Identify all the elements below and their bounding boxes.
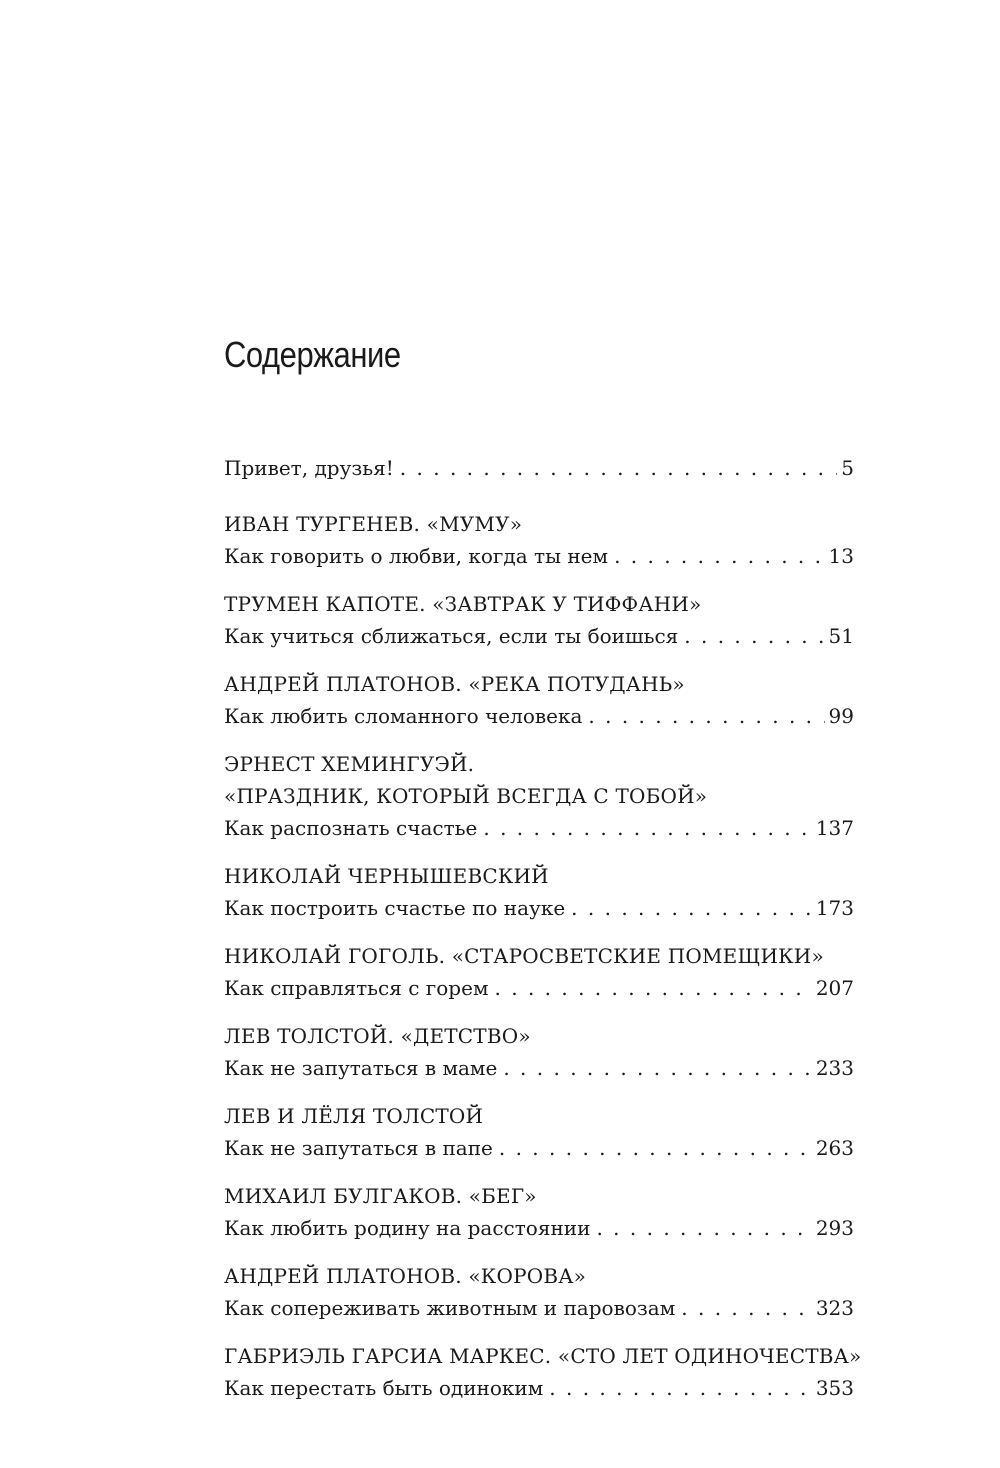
- chapter-heading: ТРУМЕН КАПОТЕ. «ЗАВТРАК У ТИФФАНИ»: [224, 592, 702, 616]
- dot-leader: [549, 1372, 812, 1404]
- toc-entry: [224, 860, 854, 924]
- toc-line[interactable]: [224, 972, 854, 1004]
- toc-entry: [224, 1100, 854, 1164]
- toc-entry: [224, 1180, 854, 1244]
- toc-line[interactable]: [224, 452, 854, 484]
- chapter-heading: ЛЕВ ТОЛСТОЙ. «ДЕТСТВО»: [224, 1024, 531, 1048]
- toc-line[interactable]: [224, 620, 854, 652]
- dot-leader: [614, 540, 824, 572]
- dot-leader: [499, 1132, 812, 1164]
- chapter-list: [224, 508, 862, 1404]
- page-number: 137: [815, 816, 854, 840]
- dot-leader: [681, 1292, 812, 1324]
- toc-line[interactable]: [224, 1052, 854, 1084]
- page-number: 5: [841, 456, 854, 480]
- dot-leader: [400, 452, 837, 484]
- page-number: 353: [815, 1376, 854, 1400]
- dot-leader: [483, 812, 811, 844]
- chapter-heading: ГАБРИЭЛЬ ГАРСИА МАРКЕС. «СТО ЛЕТ ОДИНОЧЕСТВА»: [224, 1344, 862, 1368]
- toc-line[interactable]: [224, 540, 854, 572]
- chapter-heading: «ПРАЗДНИК, КОТОРЫЙ ВСЕГДА С ТОБОЙ»: [224, 784, 708, 808]
- chapter-heading: НИКОЛАЙ ЧЕРНЫШЕВСКИЙ: [224, 864, 549, 888]
- toc-line[interactable]: [224, 1132, 854, 1164]
- toc-entry: [224, 508, 854, 572]
- dot-leader: [596, 1212, 811, 1244]
- page-number: 173: [815, 896, 854, 920]
- toc-line[interactable]: [224, 700, 854, 732]
- dot-leader: [503, 1052, 811, 1084]
- chapter-heading: АНДРЕЙ ПЛАТОНОВ. «РЕКА ПОТУДАНЬ»: [224, 672, 685, 696]
- chapter-heading: ЭРНЕСТ ХЕМИНГУЭЙ.: [224, 752, 475, 776]
- chapter-heading: НИКОЛАЙ ГОГОЛЬ. «СТАРОСВЕТСКИЕ ПОМЕЩИКИ»: [224, 944, 824, 968]
- chapter-subtitle: Как сопереживать животным и паровозам: [224, 1296, 676, 1320]
- toc-line[interactable]: [224, 1212, 854, 1244]
- table-of-contents: [224, 452, 862, 1420]
- toc-entry: [224, 940, 854, 1004]
- page-number: 263: [815, 1136, 854, 1160]
- chapter-subtitle: Как не запутаться в маме: [224, 1056, 498, 1080]
- chapter-heading: ЛЕВ И ЛЁЛЯ ТОЛСТОЙ: [224, 1104, 484, 1128]
- page-number: 99: [828, 704, 854, 728]
- toc-line[interactable]: [224, 892, 854, 924]
- dot-leader: [588, 700, 824, 732]
- chapter-heading: АНДРЕЙ ПЛАТОНОВ. «КОРОВА»: [224, 1264, 587, 1288]
- toc-entry-label: Привет, друзья!: [224, 456, 394, 480]
- chapter-subtitle: Как распознать счастье: [224, 816, 478, 840]
- chapter-subtitle: Как учиться сближаться, если ты боишься: [224, 624, 679, 648]
- page-number: 233: [815, 1056, 854, 1080]
- chapter-subtitle: Как перестать быть одиноким: [224, 1376, 544, 1400]
- page-number: 13: [828, 544, 854, 568]
- toc-line[interactable]: [224, 1372, 854, 1404]
- chapter-subtitle: Как любить родину на расстоянии: [224, 1216, 591, 1240]
- chapter-subtitle: Как любить сломанного человека: [224, 704, 583, 728]
- toc-entry: [224, 1020, 854, 1084]
- chapter-subtitle: Как говорить о любви, когда ты нем: [224, 544, 609, 568]
- toc-entry: [224, 668, 854, 732]
- page-number: 207: [815, 976, 854, 1000]
- page-number: 323: [815, 1296, 854, 1320]
- dot-leader: [571, 892, 812, 924]
- toc-entry: [224, 588, 854, 652]
- page-number: 293: [815, 1216, 854, 1240]
- chapter-heading: ИВАН ТУРГЕНЕВ. «МУМУ»: [224, 512, 523, 536]
- toc-entry: [224, 1260, 854, 1324]
- chapter-subtitle: Как справляться с горем: [224, 976, 489, 1000]
- page-title: Содержание: [224, 334, 401, 375]
- toc-line[interactable]: [224, 812, 854, 844]
- toc-entry-intro: [224, 452, 854, 484]
- toc-entry: [224, 1340, 862, 1404]
- toc-entry: [224, 748, 854, 844]
- chapter-subtitle: Как не запутаться в папе: [224, 1136, 493, 1160]
- toc-line[interactable]: [224, 1292, 854, 1324]
- page-number: 51: [828, 624, 854, 648]
- chapter-heading: МИХАИЛ БУЛГАКОВ. «БЕГ»: [224, 1184, 537, 1208]
- chapter-subtitle: Как построить счастье по науке: [224, 896, 566, 920]
- dot-leader: [684, 620, 824, 652]
- dot-leader: [495, 972, 812, 1004]
